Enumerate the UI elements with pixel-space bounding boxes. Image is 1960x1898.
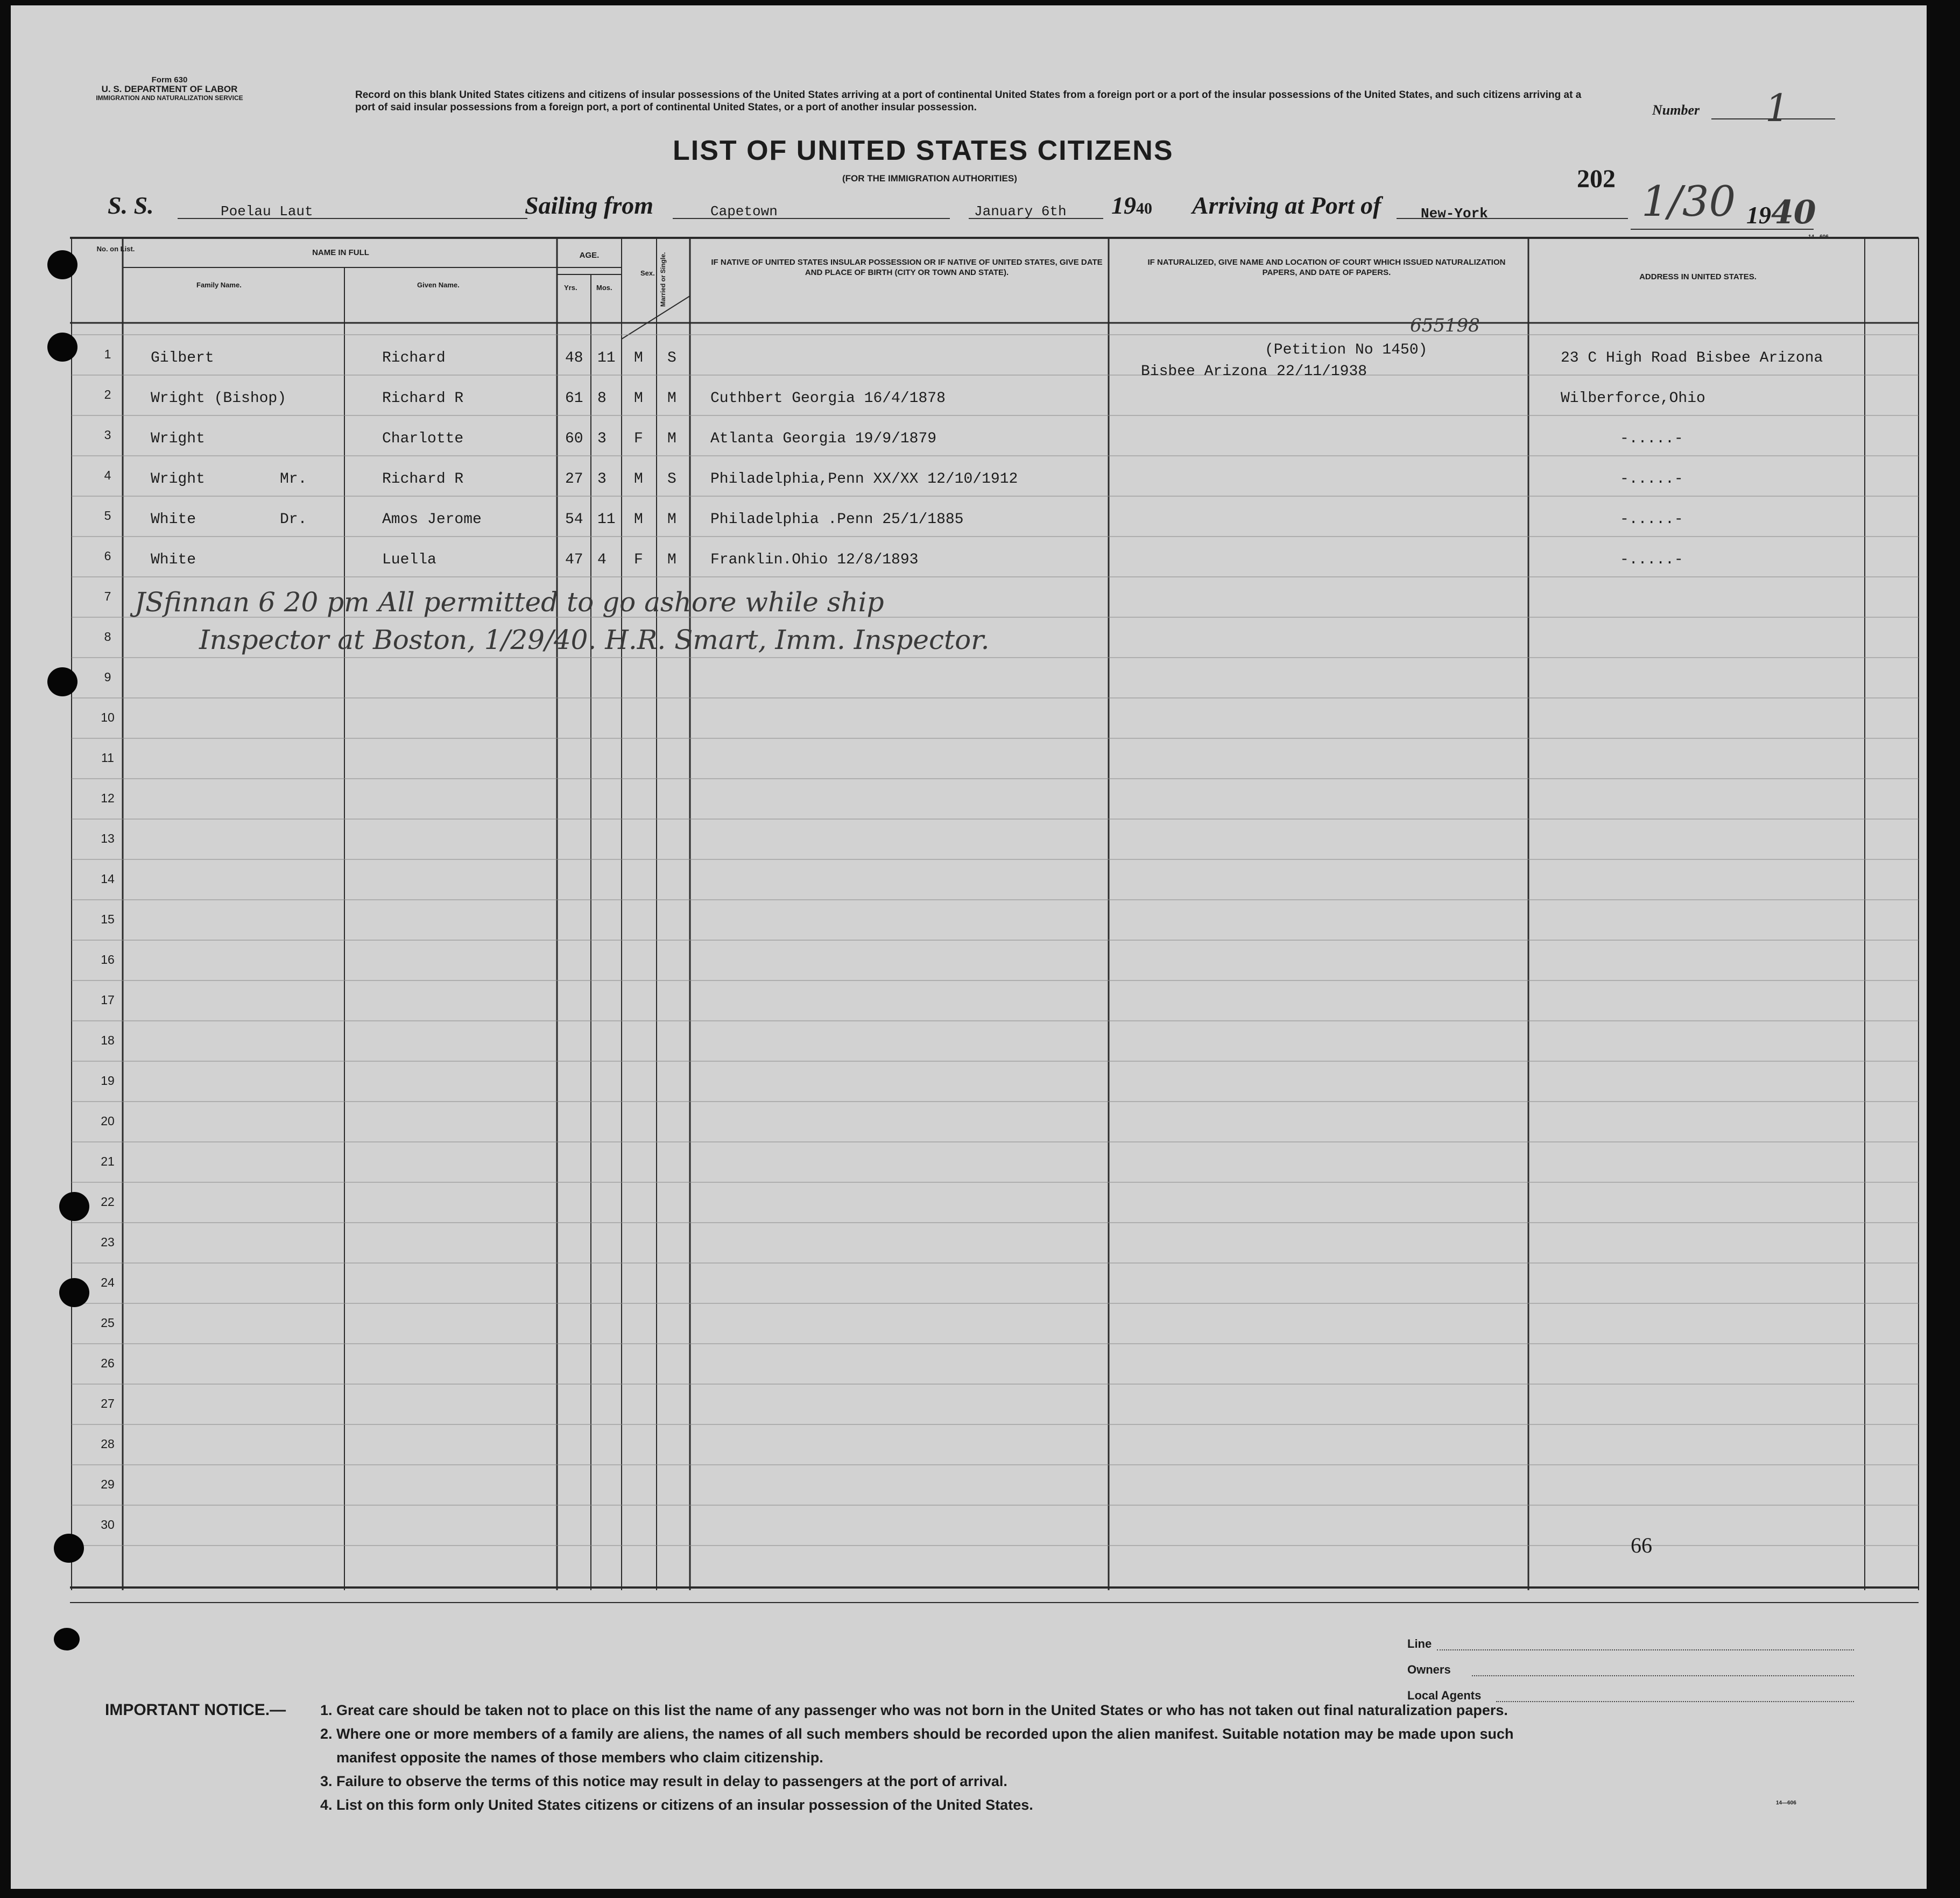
age-months-cell: 11 <box>597 511 616 528</box>
age-years-cell: 61 <box>565 390 583 407</box>
line-label: Line <box>1407 1637 1432 1650</box>
stamp-number: 202 <box>1577 165 1616 193</box>
header-yrs: Yrs. <box>564 284 577 292</box>
notice-2-cont: manifest opposite the names of those members who claim citizenship. <box>336 1749 823 1766</box>
punch-hole <box>54 1534 84 1563</box>
family-name-cell: Wright (Bishop) <box>151 390 287 407</box>
number-label: Number <box>1652 102 1700 118</box>
form-instructions: Record on this blank United States citizens and citizens of insular possessions of the United States arriving at a port of continental United States from a foreign port or a port of the insular possessions of the United States, and such citizens arriving at a port of said insular possessions from a foreign port, a port of continental United States, or a port of another insular possession. <box>355 89 1582 113</box>
punch-hole <box>59 1278 89 1307</box>
address-cell: Wilberforce,Ohio <box>1561 390 1705 407</box>
marital-status-cell: M <box>667 431 676 447</box>
header-name-in-full: NAME IN FULL <box>312 248 369 257</box>
marital-status-cell: M <box>667 390 676 407</box>
family-name-cell: Wright <box>151 431 205 447</box>
title-prefix-cell: Dr. <box>280 511 307 528</box>
row-number: 14 <box>101 872 115 886</box>
sailing-from: Capetown <box>710 203 778 220</box>
age-months-cell: 3 <box>597 471 607 488</box>
ss-label: S. S. <box>108 192 154 219</box>
row-number: 7 <box>104 589 111 603</box>
age-years-cell: 54 <box>565 511 583 528</box>
ship-name: Poelau Laut <box>221 203 313 220</box>
date-value: January 6th <box>974 203 1067 220</box>
address-cell: -.....- <box>1620 552 1683 568</box>
printer-mark: 14—606 <box>1808 234 1829 240</box>
form-number: Form 630 <box>151 75 188 84</box>
age-months-cell: 4 <box>597 552 607 568</box>
given-name-cell: Richard R <box>382 471 464 488</box>
row-number: 9 <box>104 670 111 684</box>
row-number: 8 <box>104 630 111 644</box>
given-name-cell: Luella <box>382 552 436 568</box>
notice-2: 2. Where one or more members of a family are aliens, the names of all such members should be recorded upon the alien manifest. Suitable notation may be made upon such <box>320 1726 1514 1742</box>
given-name-cell: Richard R <box>382 390 464 407</box>
notice-4: 4. List on this form only United States citizens or citizens of an insular possession of the United States. <box>320 1797 1033 1813</box>
age-years-cell: 60 <box>565 431 583 447</box>
given-name-cell: Amos Jerome <box>382 511 482 528</box>
birth-cell: Atlanta Georgia 19/9/1879 <box>710 431 937 447</box>
marital-status-cell: M <box>667 552 676 568</box>
sex-cell: M <box>634 511 643 528</box>
birth-cell: Cuthbert Georgia 16/4/1878 <box>710 390 946 407</box>
row-number: 15 <box>101 912 115 926</box>
owners-label: Owners <box>1407 1663 1451 1676</box>
sex-cell: M <box>634 350 643 366</box>
punch-hole <box>54 1628 80 1650</box>
address-cell: -.....- <box>1620 471 1683 488</box>
row-number: 18 <box>101 1033 115 1047</box>
year-prefix-2: 19 <box>1746 201 1771 229</box>
header-naturalized: IF NATURALIZED, GIVE NAME AND LOCATION OF COURT WHICH ISSUED NATURALIZATION PAPERS, AND DATE OF PAPERS. <box>1147 258 1506 277</box>
header-family-name: Family Name. <box>196 281 242 289</box>
department-name: U. S. DEPARTMENT OF LABOR <box>101 84 238 94</box>
table-grid <box>11 5 1927 1889</box>
manifest-sheet <box>11 5 1927 1889</box>
header-given-name: Given Name. <box>417 281 460 289</box>
agents-label: Local Agents <box>1407 1689 1482 1702</box>
cert-number: 655198 <box>1410 315 1480 336</box>
petition-note: (Petition No 1450) <box>1265 342 1428 358</box>
punch-hole <box>47 333 77 362</box>
row-number: 29 <box>101 1477 115 1491</box>
stamp-date: 1/30 <box>1641 178 1736 226</box>
service-name: IMMIGRATION AND NATURALIZATION SERVICE <box>96 94 243 102</box>
stamp-year-suffix: 40 <box>1771 194 1816 231</box>
form-subtitle: (FOR THE IMMIGRATION AUTHORITIES) <box>842 173 1017 184</box>
age-months-cell: 3 <box>597 431 607 447</box>
form-title: LIST OF UNITED STATES CITIZENS <box>673 135 1174 166</box>
row-number: 2 <box>104 387 111 401</box>
row-number: 27 <box>101 1396 115 1410</box>
age-years-cell: 47 <box>565 552 583 568</box>
form-code: 14—606 <box>1776 1800 1796 1806</box>
row-number: 30 <box>101 1518 115 1532</box>
given-name-cell: Charlotte <box>382 431 464 447</box>
punch-hole <box>59 1192 89 1221</box>
arriving-label: Arriving at Port of <box>1192 192 1381 219</box>
header-no-on-list: No. on List. <box>96 245 135 253</box>
punch-hole <box>47 667 77 696</box>
header-age: AGE. <box>579 251 600 260</box>
row-number: 6 <box>104 549 111 563</box>
port-name: New-York <box>1421 206 1488 222</box>
sex-cell: F <box>634 552 643 568</box>
sex-cell: F <box>634 431 643 447</box>
title-prefix-cell: Mr. <box>280 471 307 488</box>
row-number: 22 <box>101 1195 115 1209</box>
sex-cell: M <box>634 390 643 407</box>
row-number: 17 <box>101 993 115 1007</box>
header-mos: Mos. <box>596 284 612 292</box>
birth-cell: Franklin.Ohio 12/8/1893 <box>710 552 919 568</box>
marital-status-cell: S <box>667 471 676 488</box>
owners-field <box>1472 1675 1854 1676</box>
age-months-cell: 11 <box>597 350 616 366</box>
row-number: 5 <box>104 509 111 523</box>
address-cell: -.....- <box>1620 511 1683 528</box>
row-number: 11 <box>101 751 114 765</box>
family-name-cell: White <box>151 511 196 528</box>
header-sex: Sex. <box>640 269 655 277</box>
birth-cell: Philadelphia,Penn XX/XX 12/10/1912 <box>710 471 1018 488</box>
row-number: 3 <box>104 428 111 442</box>
notice-3: 3. Failure to observe the terms of this notice may result in delay to passengers at the port of arrival. <box>320 1773 1007 1789</box>
notice-heading: IMPORTANT NOTICE.— <box>105 1701 286 1719</box>
row-number: 24 <box>101 1275 115 1289</box>
row-number: 25 <box>101 1316 115 1330</box>
row-number: 1 <box>104 347 111 361</box>
row-number: 23 <box>101 1235 115 1249</box>
row-number: 13 <box>101 831 115 845</box>
handwritten-note-line1: JSfinnan 6 20 pm All permitted to go ashore while ship <box>135 587 884 618</box>
birth-cell: Philadelphia .Penn 25/1/1885 <box>710 511 964 528</box>
header-address: ADDRESS IN UNITED STATES. <box>1639 272 1757 281</box>
address-cell: -.....- <box>1620 431 1683 447</box>
row-number: 10 <box>101 710 115 724</box>
row-number: 12 <box>101 791 115 805</box>
marital-status-cell: S <box>667 350 676 366</box>
family-name-cell: White <box>151 552 196 568</box>
row-number: 16 <box>101 952 115 966</box>
family-name-cell: Gilbert <box>151 350 214 366</box>
age-months-cell: 8 <box>597 390 607 407</box>
year-value: 40 <box>1136 200 1152 217</box>
handwritten-note-line2: Inspector at Boston, 1/29/40. H.R. Smart, Imm. Inspector. <box>199 624 990 655</box>
row-number: 21 <box>101 1154 115 1168</box>
header-married-single: Married or Single. <box>659 252 667 307</box>
line-field <box>1437 1649 1854 1650</box>
age-years-cell: 27 <box>565 471 583 488</box>
row-number: 4 <box>104 468 111 482</box>
punch-hole <box>47 250 77 279</box>
marital-status-cell: M <box>667 511 676 528</box>
given-name-cell: Richard <box>382 350 446 366</box>
year-prefix: 19 <box>1111 192 1136 219</box>
number-value: 1 <box>1765 86 1789 130</box>
agents-field <box>1496 1701 1854 1702</box>
family-name-cell: Wright <box>151 471 205 488</box>
header-birth: IF NATIVE OF UNITED STATES INSULAR POSSESSION OR IF NATIVE OF UNITED STATES, GIVE DATE AND PLACE OF BIRTH (CITY OR TOWN AND STATE). <box>711 258 1103 277</box>
sailing-label: Sailing from <box>525 192 654 219</box>
notice-1: 1. Great care should be taken not to place on this list the name of any passenger who was not born in the United States or who has not taken out final naturalization papers. <box>320 1702 1508 1718</box>
page-number: 66 <box>1631 1533 1652 1557</box>
row-number: 19 <box>101 1074 115 1088</box>
address-cell: 23 C High Road Bisbee Arizona <box>1561 350 1823 366</box>
row-number: 20 <box>101 1114 115 1128</box>
age-years-cell: 48 <box>565 350 583 366</box>
row-number: 26 <box>101 1356 115 1370</box>
row-number: 28 <box>101 1437 115 1451</box>
sex-cell: M <box>634 471 643 488</box>
naturalization-cell: Bisbee Arizona 22/11/1938 <box>1141 363 1367 380</box>
